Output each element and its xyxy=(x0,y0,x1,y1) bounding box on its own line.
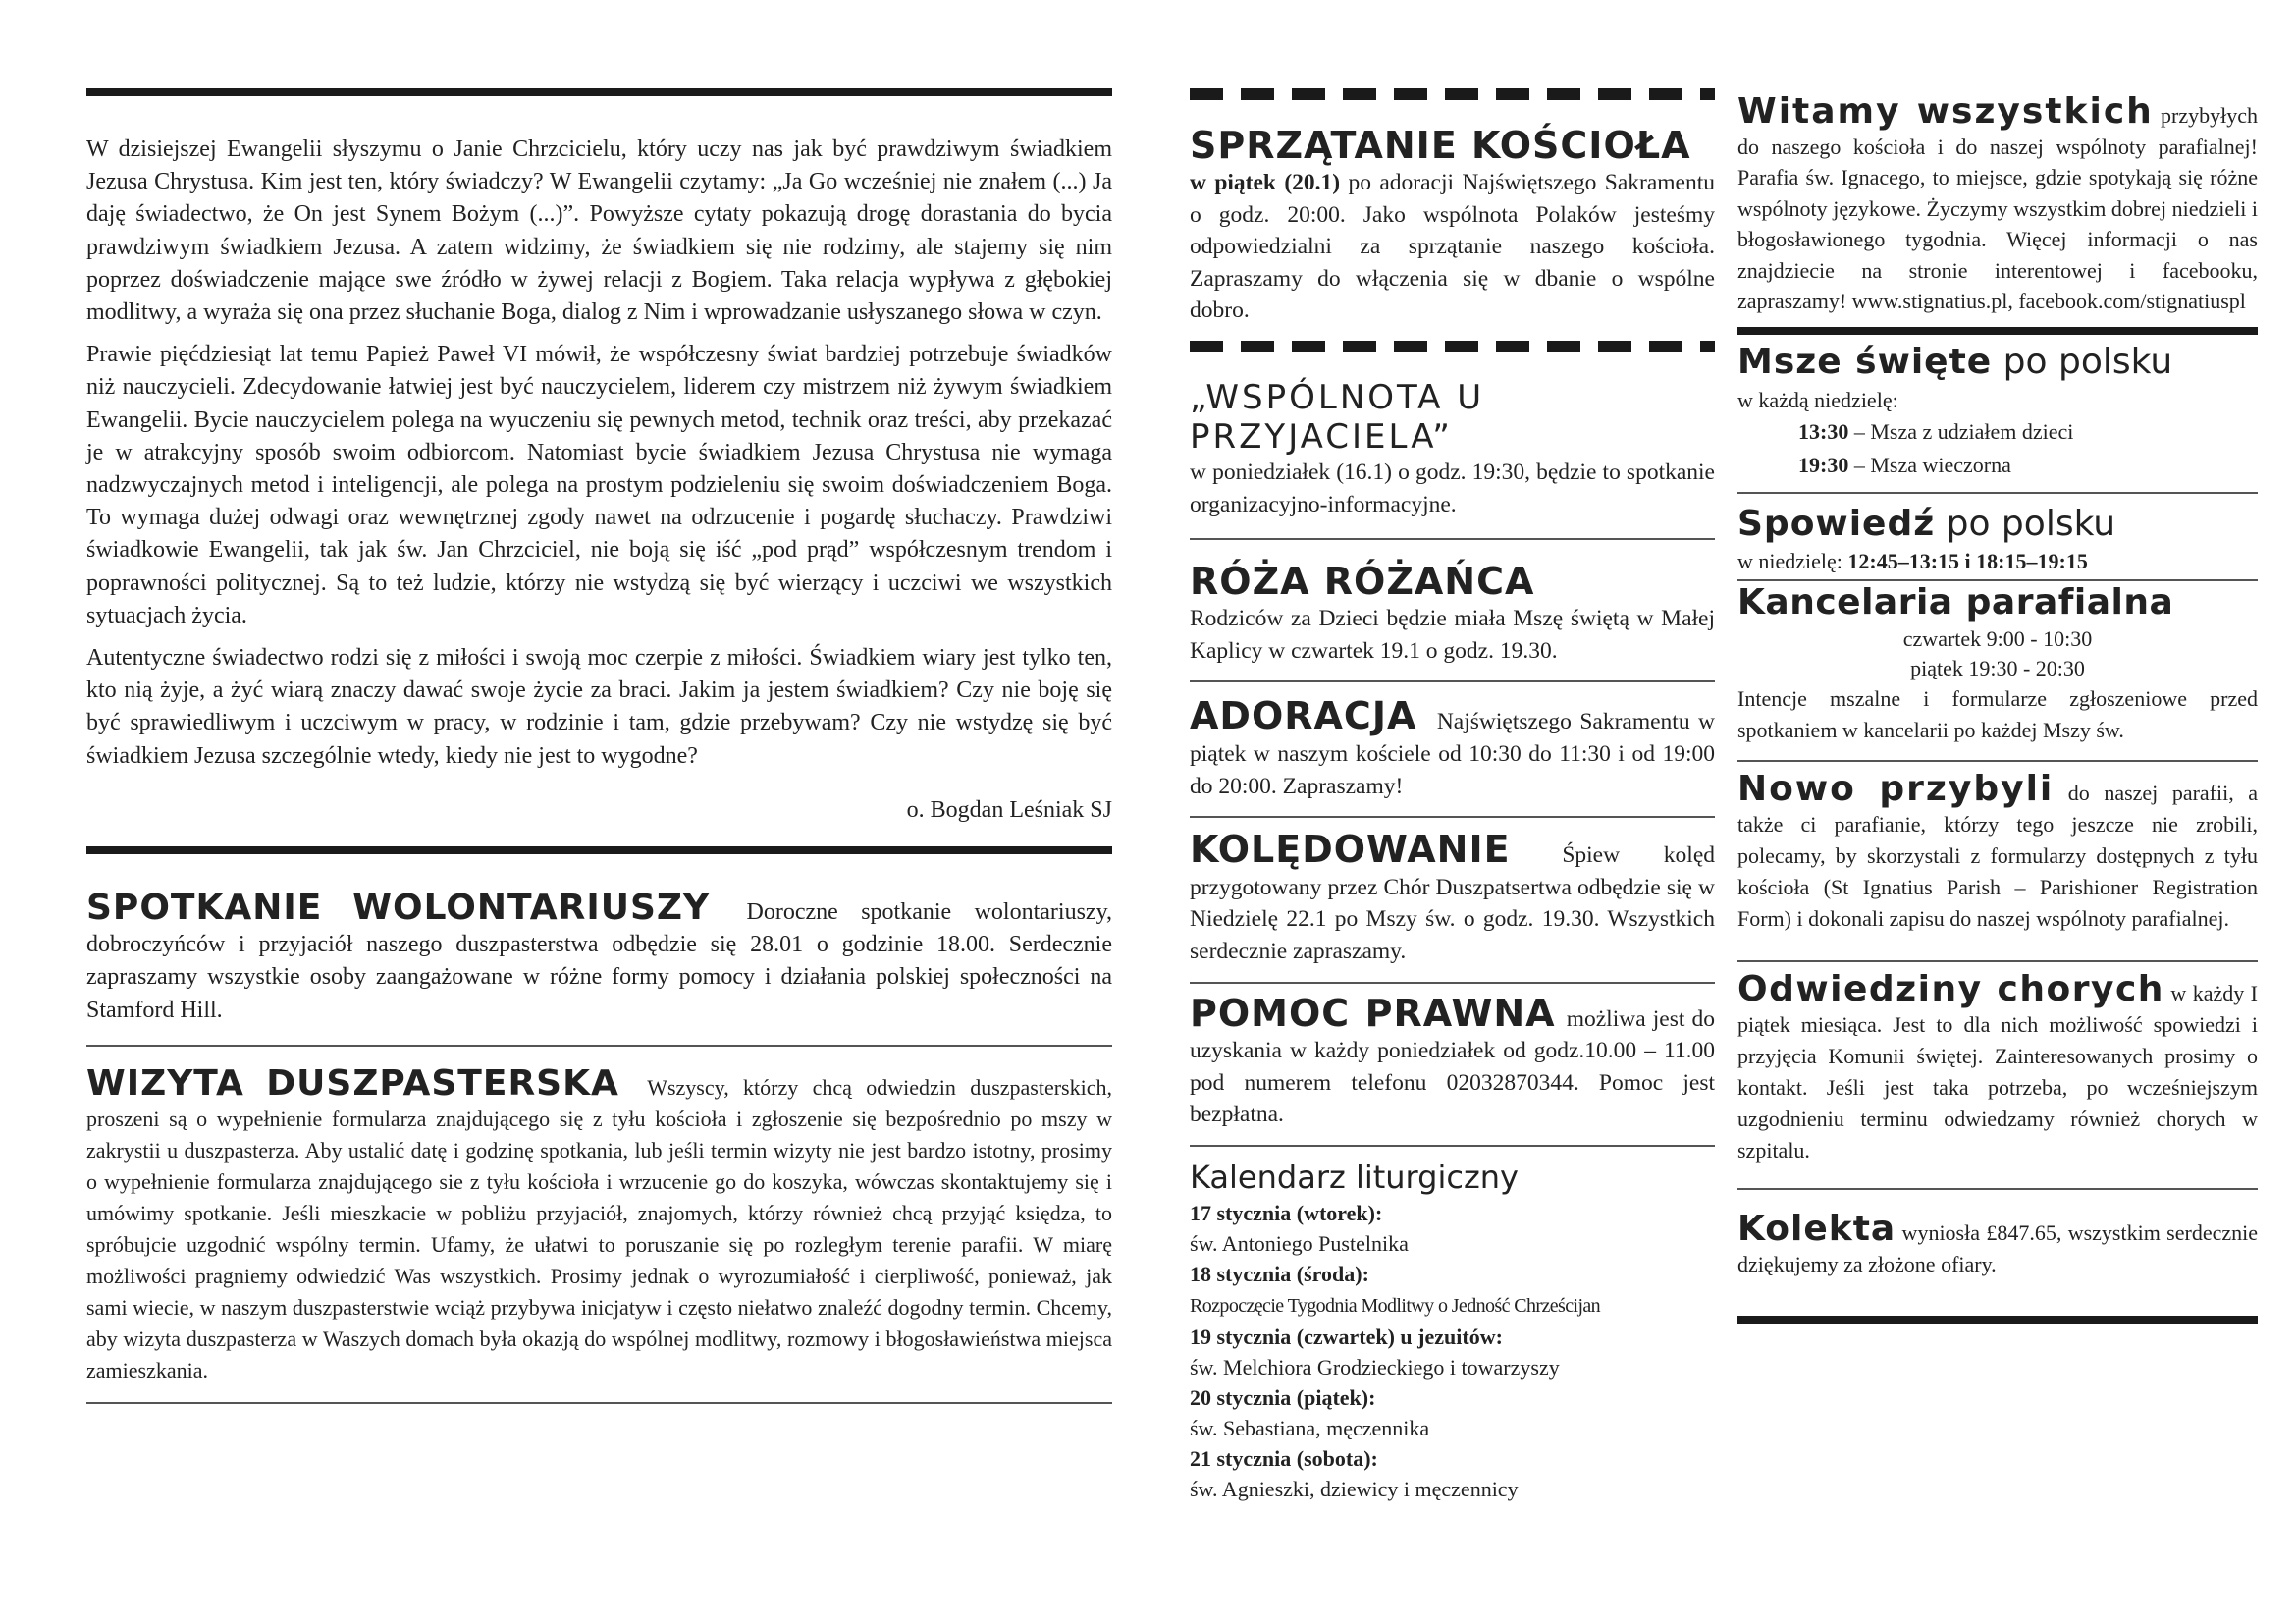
dashed-rule xyxy=(1190,341,1715,352)
mass-item: 19:30 – Msza wieczorna xyxy=(1798,452,2011,477)
editorial-paragraph-1: W dzisiejszej Ewangelii słyszymu o Janie Chrzcicielu, który uczy nas jak być prawdziwym świadkiem Jezusa Chrystusa. Kim jest ten, który świadczy? W Ewangelii czytamy: „Ja Go wcześniej nie znałem (...) Ja daję świadectwo, że On jest Synem Bożym (...)”. Powyższe cytaty pokazują drogę dorastania do bycia prawdziwym świadkiem Jezusa. A zatem widzimy, że świadkiem się nie rodzimy, ale stajemy się nim poprzez doświadczenie mające swe źródło w żywej relacji z Bogiem. Taka relacja wypływa z głębokiej modlitwy, a wyraża się ona przez słuchanie Boga, dialog z Nim i wprowadzanie usłyszanego słowa w czyn. xyxy=(86,136,1112,326)
masses-title: Msze święte po polsku xyxy=(1737,341,2173,382)
mass-item: 13:30 – Msza z udziałem dzieci xyxy=(1798,418,2074,444)
welcome-section xyxy=(1737,91,2258,317)
editorial-author: o. Bogdan Leśniak SJ xyxy=(906,796,1112,823)
section-rule xyxy=(1737,327,2258,335)
rosary-title: RÓŻA RÓŻAŃCA xyxy=(1190,560,1535,604)
visit-text: Wszyscy, którzy chcą odwiedzin duszpasterskich, proszeni są o wypełnienie formularza znajdującego się z tyłu kościoła i zgłoszenie się bezpośrednio po mszy w zakrystii u duszpasterza. Aby ustalić datę i godzinę spotkania, lub jeśli termin wizyty nie jest bardzo istotny, prosimy o wypełnienie formularza znajdującego sie z tyłu kościoła i wrzucenie go do koszyka, wówczas skontaktujemy się i umówimy spotkanie. Jeśli mieszkacie w pobliżu przyjaciół, znajomych, którzy również chcą przyjąć księdza, to spróbujcie uzgodnić wspólny termin. Ufamy, że ułatwi to poruszanie się po rozległym terenie parafii. W miarę możliwości pragniemy odwiedzić Was wszystkich. Prosimy jednak o wyrozumiałość i cierpliwość, ponieważ, jak sami wiecie, w naszym duszpasterstwie wciąż przybywa inicjatyw i często niełatwo znaleźć dogodny termin. Chcemy, aby wizyta duszpasterza w Waszych domach była okazją do wspólnej modlitwy, rozmowy i błogosławieństwa miejsca zamieszkania. xyxy=(86,1074,1112,1382)
office-title: Kancelaria parafialna xyxy=(1737,581,2174,623)
confession-title: Spowiedź po polsku xyxy=(1737,503,2116,544)
cleaning-text: w piątek (20.1) po adoracji Najświętszego Sakramentu o godz. 20:00. Jako wspólnota Polaków jesteśmy odpowiedzialni za sprzątanie naszego kościoła. Zapraszamy do włączenia się w dbanie o wspólne dobro. xyxy=(1190,170,1715,324)
volunteers-title: SPOTKANIE WOLONTARIUSZY xyxy=(86,888,711,929)
sick-visits-text: w każdy I piątek miesiąca. Jest to dla nich możliwość spowiedzi i przyjęcia Komunii świętej. Zainteresowanych prosimy o kontakt. Jeśli jest taka potrzeba, po wcześniejszym uzgodnieniu terminu odwiedzamy również chorych w szpitalu. xyxy=(1737,980,2259,1163)
newcomers-title: Nowo przybyli xyxy=(1737,768,2055,809)
community-text: w poniedziałek (16.1) o godz. 19:30, będzie to spotkanie organizacyjno-informacyjne. xyxy=(1190,459,1715,517)
volunteers-text: Doroczne spotkanie wolontariuszy, dobroczyńców i przyjaciół naszego duszpasterstwa odbędzie się 28.01 o godzinie 18.00. Serdecznie zapraszamy wszystkie osoby zaangażowane w różne formy pomocy i działania polskiej społeczności na Stamford Hill. xyxy=(86,899,1113,1023)
middle-column xyxy=(1190,88,1715,1504)
legal-title: POMOC PRAWNA xyxy=(1190,991,1556,1035)
office-text: Intencje mszalne i formularze zgłoszeniowe przed spotkaniem w kancelarii po każdej Mszy św. xyxy=(1737,685,2258,742)
welcome-title: Witamy wszystkich xyxy=(1737,91,2154,132)
calendar-entry: 20 stycznia (piątek): św. Sebastiana, męczennika xyxy=(1190,1384,1430,1440)
calendar-entry: 19 stycznia (czwartek) u jezuitów: św. Melchiora Grodzieckiego i towarzyszy xyxy=(1190,1324,1560,1380)
confession-times: w niedzielę: 12:45–13:15 i 18:15–19:15 xyxy=(1737,548,2088,573)
office-hours-2: piątek 19:30 - 20:30 xyxy=(1910,655,2085,680)
welcome-text: przybyłych do naszego kościoła i do naszej wspólnoty parafialnej! Parafia św. Ignacego, to miejsce, gdzie spotykają się różne wspólnoty językowe. Życzymy wszystkim dobrej niedzieli i błogosławionego tygodnia. Więcej informacji o nas znajdziecie na stronie interentowej i facebooku, zapraszamy! www.stignatius.pl, facebook.com/stignatiuspl xyxy=(1737,103,2258,313)
collection-title: Kolekta xyxy=(1737,1208,1896,1249)
calendar-list xyxy=(1190,1198,1715,1504)
bottom-rule xyxy=(1737,1316,2258,1324)
section-rule xyxy=(86,846,1112,854)
masses-intro: w każdą niedzielę: xyxy=(1737,387,1898,412)
sick-visits-section xyxy=(1737,968,2259,1166)
volunteers-section xyxy=(86,888,1113,1027)
legal-section xyxy=(1190,991,1715,1131)
visit-section xyxy=(86,1062,1112,1386)
section-divider xyxy=(86,1402,1112,1404)
legal-text: możliwa jest do uzyskania w każdy poniedziałek od godz.10.00 – 11.00 pod numerem telefonu 02032870344. Pomoc jest bezpłatna. xyxy=(1190,1005,1715,1128)
newcomers-section xyxy=(1737,768,2259,935)
collection-text: wyniosła £847.65, wszystkim serdecznie dziękujemy za złożone ofiary. xyxy=(1737,1219,2258,1276)
community-title: „WSPÓLNOTA U PRZYJACIELA” xyxy=(1190,377,1485,457)
left-column xyxy=(86,88,1112,1404)
adoration-text: Najświętszego Sakramentu w piątek w naszym kościele od 10:30 do 11:30 i od 19:00 do 20:00. Zapraszamy! xyxy=(1190,709,1715,799)
cleaning-title: SPRZĄTANIE KOŚCIOŁA xyxy=(1190,124,1691,167)
carols-title: KOLĘDOWANIE xyxy=(1190,828,1511,872)
carols-text: Śpiew kolęd przygotowany przez Chór Duszpatsertwa odbędzie się w Niedzielę 22.1 po Mszy św. o godz. 19.30. Wszystkich serdecznie zapraszamy. xyxy=(1190,842,1715,964)
adoration-section xyxy=(1190,694,1715,802)
collection-section xyxy=(1737,1208,2258,1280)
cleaning-date: w piątek (20.1) xyxy=(1190,170,1341,195)
top-rule xyxy=(86,88,1112,96)
editorial-paragraph-2: Prawie pięćdziesiąt lat temu Papież Paweł VI mówił, że współczesny świat bardziej potrzebuje świadków niż nauczycieli. Zdecydowanie łatwiej jest być nauczycielem, liderem czy mistrzem niż żywym świadkiem Ewangelii. Bycie nauczycielem polega na wyuczeniu się pewnych metod, technik oraz treści, aby przekazać je w atrakcyjny sposób swoim odbiorcom. Natomiast bycie świadkiem Jezusa Chrystusa nie wymaga nadzwyczajnych metod i inteligencji, ale polega na prostym podzieleniu się swoim doświadczeniem Boga. To wymaga dużej odwagi oraz wewnętrznej zgody nawet na odrzucenie i pogardę słuchaczy. Prawdziwi świadkowie Ewangelii, tak jak św. Jan Chrzciciel, nie boją się iść „pod prąd” współczesnym trendom i poprawności politycznej. Są to też ludzie, którzy nie wstydzą się być wierzący i uczciwi we wszystkich sytuacjach życia. xyxy=(86,342,1112,628)
sick-visits-title: Odwiedziny chorych xyxy=(1737,968,2164,1009)
visit-title: WIZYTA DUSZPASTERSKA xyxy=(86,1062,619,1104)
office-hours-1: czwartek 9:00 - 10:30 xyxy=(1902,625,2093,651)
calendar-entry: 18 stycznia (środa): Rozpoczęcie Tygodnia Modlitwy o Jedność Chrześcijan xyxy=(1190,1261,1601,1317)
right-column xyxy=(1737,91,2259,1324)
rosary-text: Rodziców za Dzieci będzie miała Mszę świętą w Małej Kaplicy w czwartek 19.1 o godz. 19.30. xyxy=(1190,606,1715,664)
dashed-rule xyxy=(1190,88,1715,100)
newcomers-text: do naszej parafii, a także ci parafianie, którzy tego jeszcze nie zrobili, polecamy, by skorzystali z formularzy dostępnych z tyłu kościoła (St Ignatius Parish – Parishioner Registration Form) i dokonali zapisu do naszej wspólnoty parafialnej. xyxy=(1737,780,2259,931)
carols-section xyxy=(1190,828,1715,967)
calendar-title: Kalendarz liturgiczny xyxy=(1190,1158,1519,1196)
masses-list xyxy=(1737,415,2258,482)
adoration-title: ADORACJA xyxy=(1190,694,1417,738)
calendar-entry: 21 stycznia (sobota): św. Agnieszki, dziewicy i męczennicy xyxy=(1190,1445,1519,1501)
calendar-entry: 17 stycznia (wtorek): św. Antoniego Pustelnika xyxy=(1190,1200,1409,1256)
editorial-paragraph-3: Autentyczne świadectwo rodzi się z miłości i swoją moc czerpie z miłości. Świadkiem wiary jest tylko ten, kto nią żyje, a żyć wiarą znaczy dawać swoje życie za braci. Jakim ja jestem świadkiem? Czy nie boję się być sprawiedliwym i uczciwym w pracy, w rodzinie i tam, gdzie przebywam? Czy nie wstydzę się być świadkiem Jezusa szczególnie wtedy, kiedy nie jest to wygodne? xyxy=(86,645,1112,769)
